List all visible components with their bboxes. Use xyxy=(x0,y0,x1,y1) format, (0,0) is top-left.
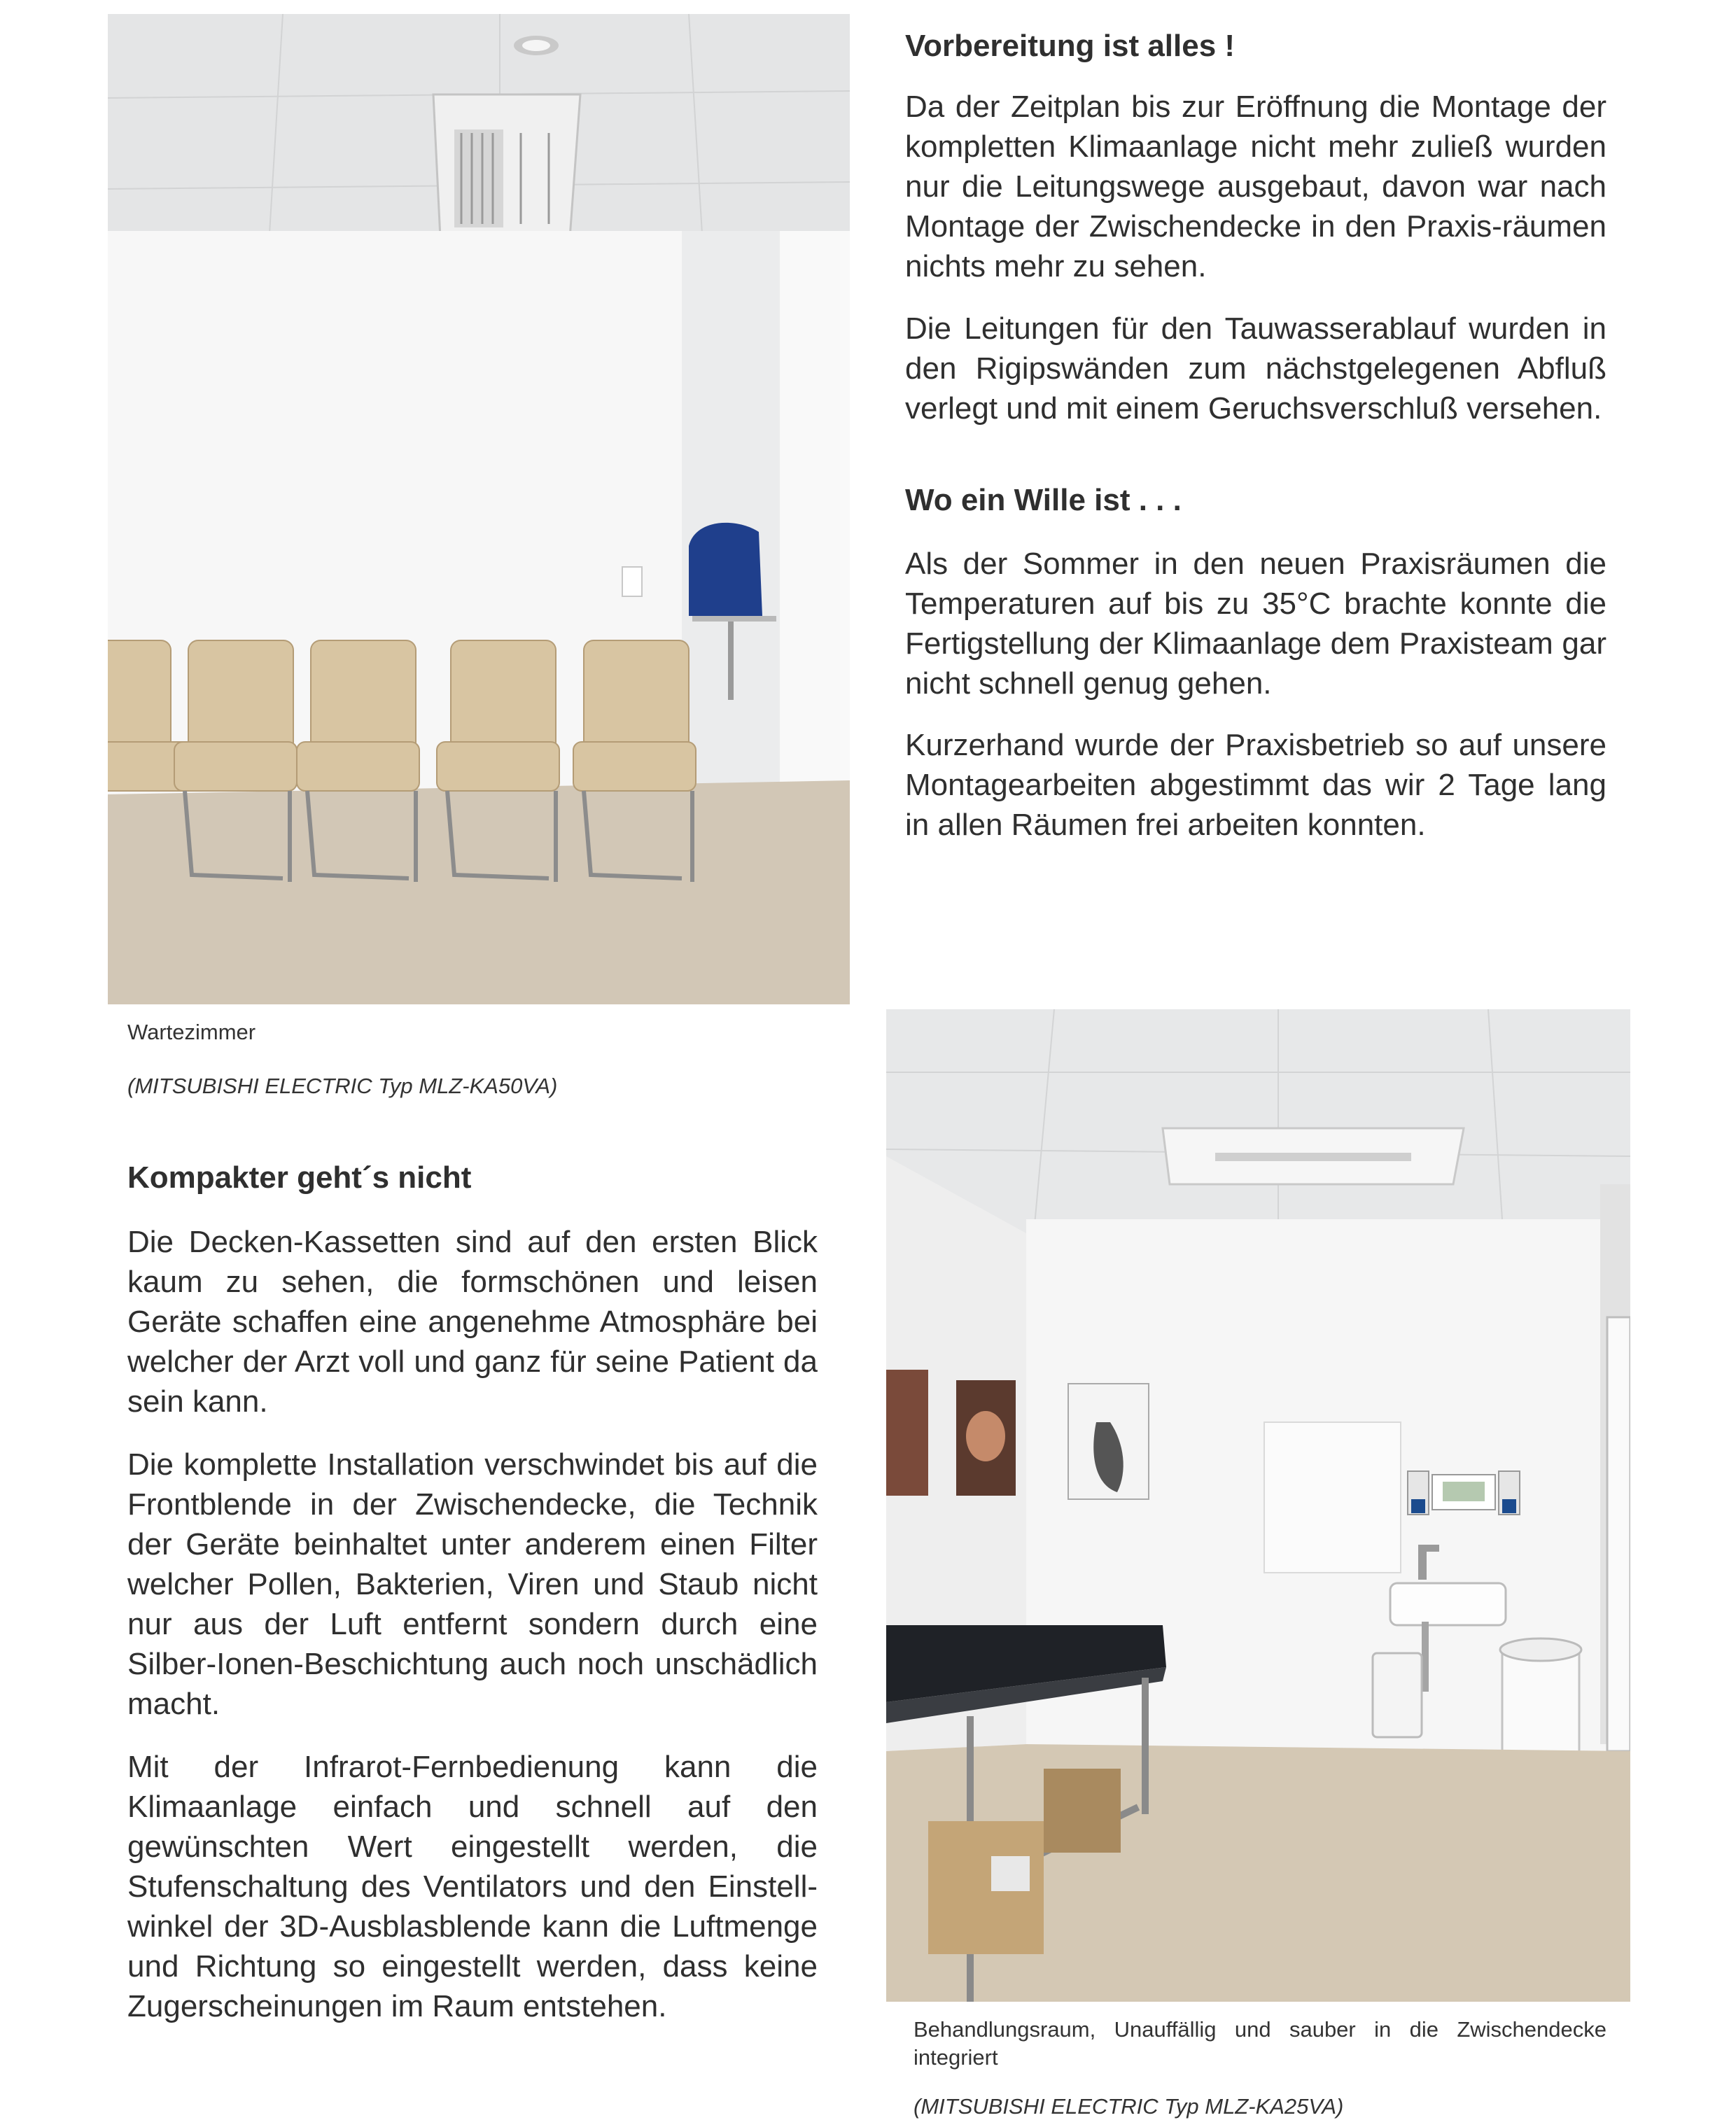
waiting-room-photo xyxy=(108,14,850,1004)
paragraph: Mit der Infrarot-Fernbedienung kann die Klimaanlage einfach und schnell auf den gewünschten Wert eingestellt werden, die Stufenschaltung des Ventilators und den Einstell-winkel der 3D-Ausblasblende kann die Luftmenge und Richtung so eingestellt werden, dass keine Zugerscheinungen im Raum entstehen. xyxy=(127,1750,818,2023)
paragraph: Da der Zeitplan bis zur Eröffnung die Montage der kompletten Klimaanlage nicht mehr zuließ wurden nur die Leitungswege ausgebaut, davon war nach Montage der Zwischendecke in den Praxis-räumen nichts mehr zu sehen. xyxy=(905,90,1606,283)
right-text-column xyxy=(905,27,1606,845)
paragraph: Die Leitungen für den Tauwasserablauf wurden in den Rigipswänden zum nächstgelegenen Abfluß verlegt und mit einem Geruchsverschluß versehen. xyxy=(905,311,1606,426)
paragraph: Kurzerhand wurde der Praxisbetrieb so auf unsere Montagearbeiten abgestimmt das wir 2 Tage lang in allen Räumen frei arbeiten konnten. xyxy=(905,728,1606,842)
section-heading: Wo ein Wille ist . . . xyxy=(905,483,1182,517)
paragraph: Die Decken-Kassetten sind auf den ersten Blick kaum zu sehen, die formschönen und leisen Geräte schaffen eine angenehme Atmosphäre bei welcher der Arzt voll und ganz für seine Patient da sein kann. xyxy=(127,1225,818,1419)
photo-caption: Wartezimmer xyxy=(127,1020,256,1044)
paragraph: Als der Sommer in den neuen Praxisräumen die Temperaturen auf bis zu 35°C brachte konnte die Fertigstellung der Klimaanlage dem Praxisteam gar nicht schnell genug gehen. xyxy=(905,547,1606,701)
model-caption: (MITSUBISHI ELECTRIC Typ MLZ-KA50VA) xyxy=(127,1074,558,1098)
paragraph: Die komplette Installation verschwindet bis auf die Frontblende in der Zwischendecke, die Technik der Geräte beinhaltet unter anderem einen Filter welcher Pollen, Bakterien, Viren und Staub nicht nur aus der Luft entfernt sondern durch eine Silber-Ionen-Beschichtung auch noch unschädlich macht. xyxy=(127,1447,818,1721)
photo-caption: Behandlungsraum, Unauffällig und sauber in die Zwischendecke integriert xyxy=(913,2017,1606,2070)
treatment-room-photo xyxy=(886,1009,1630,2002)
left-text-column xyxy=(127,1158,818,2026)
section-heading: Vorbereitung ist alles ! xyxy=(905,29,1236,63)
model-caption: (MITSUBISHI ELECTRIC Typ MLZ-KA25VA) xyxy=(913,2094,1344,2119)
section-heading: Kompakter geht´s nicht xyxy=(127,1160,472,1195)
